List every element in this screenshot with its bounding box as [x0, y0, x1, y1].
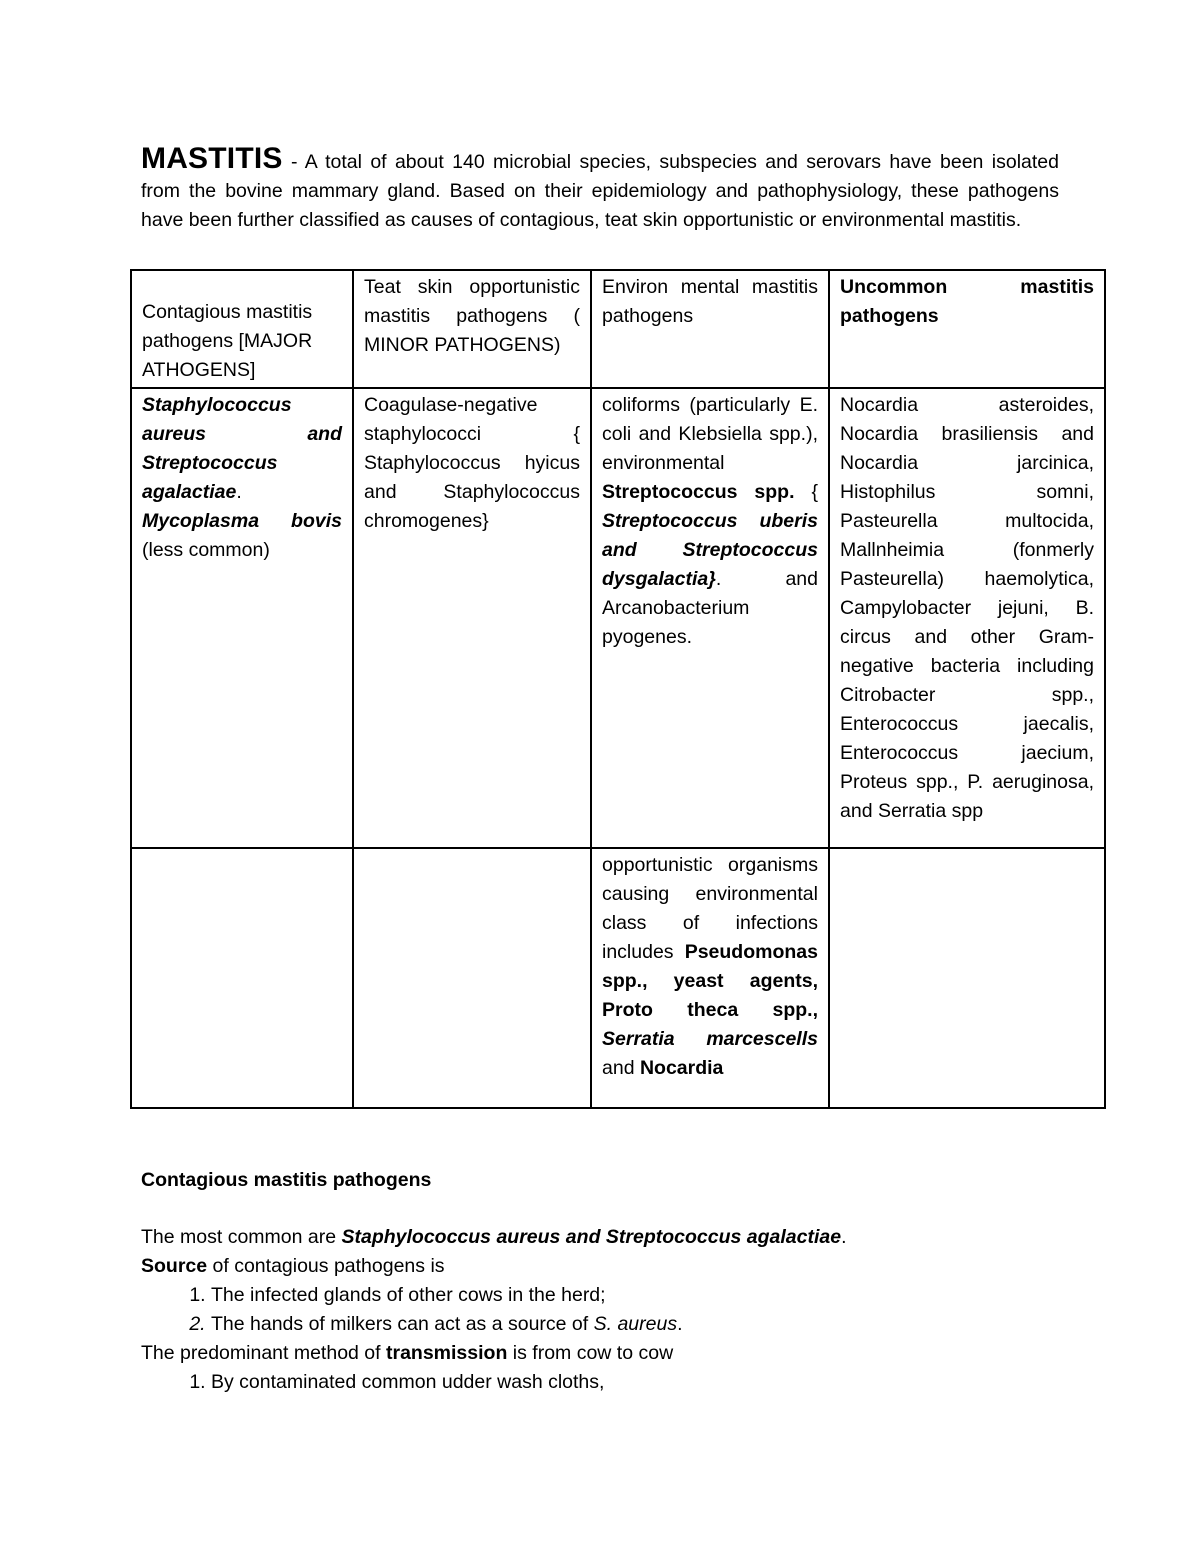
cell-opportunistic-organisms: opportunistic organisms causing environmental class of infections includes Pseudomonas spp., yeast agents, Proto theca spp., Serratia marcescells and Nocardia	[591, 848, 829, 1108]
section-body	[141, 1223, 1081, 1397]
header-cell-contagious: Contagious mastitis pathogens [MAJOR ATHOGENS]	[131, 270, 353, 388]
intro-paragraph	[141, 144, 1059, 235]
cell-empty	[353, 848, 591, 1108]
cell-empty	[829, 848, 1105, 1108]
list-item: 1. By contaminated common udder wash cloths,	[211, 1368, 1081, 1397]
list-item: 2. The hands of milkers can act as a source of S. aureus.	[211, 1310, 1081, 1339]
list-item: 1. The infected glands of other cows in the herd;	[211, 1281, 1081, 1310]
paragraph-transmission: The predominant method of transmission is from cow to cow	[141, 1342, 674, 1364]
transmission-list	[141, 1368, 1081, 1397]
section-heading: Contagious mastitis pathogens	[141, 1169, 432, 1191]
pathogen-table	[130, 269, 1106, 1109]
table-row	[131, 388, 1105, 848]
cell-contagious-pathogens: Staphylococcus aureus and Streptococcus agalactiae. Mycoplasma bovis (less common)	[131, 388, 353, 848]
table-row	[131, 848, 1105, 1108]
header-cell-uncommon: Uncommon mastitis pathogens	[829, 270, 1105, 388]
cell-environmental-pathogens: coliforms (particularly E. coli and Klebsiella spp.), environmental Streptococcus spp. { Streptococcus uberis and Streptococcus dysgalactia}. and Arcanobacterium pyogenes.	[591, 388, 829, 848]
source-list	[141, 1281, 1081, 1339]
cell-uncommon-pathogens: Nocardia asteroides, Nocardia brasiliensis and Nocardia jarcinica, Histophilus somni, Pasteurella multocida, Mallnheimia (fonmerly Pasteurella) haemolytica, Campylobacter jejuni, B. circus and other Gram-negative bacteria including Citrobacter spp., Enterococcus jaecalis, Enterococcus jaecium, Proteus spp., P. aeruginosa, and Serratia spp	[829, 388, 1105, 848]
cell-teat-skin-pathogens: Coagulase-negative staphylococci { Staphylococcus hyicus and Staphylococcus chromogenes}	[353, 388, 591, 848]
header-cell-environmental: Environ mental mastitis pathogens	[591, 270, 829, 388]
cell-empty	[131, 848, 353, 1108]
paragraph-source: Source of contagious pathogens is	[141, 1255, 445, 1277]
paragraph-most-common: The most common are Staphylococcus aureus and Streptococcus agalactiae.	[141, 1226, 847, 1248]
table-header-row	[131, 270, 1105, 388]
document-title: MASTITIS	[141, 142, 283, 175]
header-cell-teat-skin: Teat skin opportunistic mastitis pathogens ( MINOR PATHOGENS)	[353, 270, 591, 388]
intro-text: - A total of about 140 microbial species, subspecies and serovars have been isolated from the bovine mammary gland. Based on their epidemiology and pathophysiology, these pathogens have been further classified as causes of contagious, teat skin opportunistic or environmental mastitis.	[141, 151, 1059, 231]
